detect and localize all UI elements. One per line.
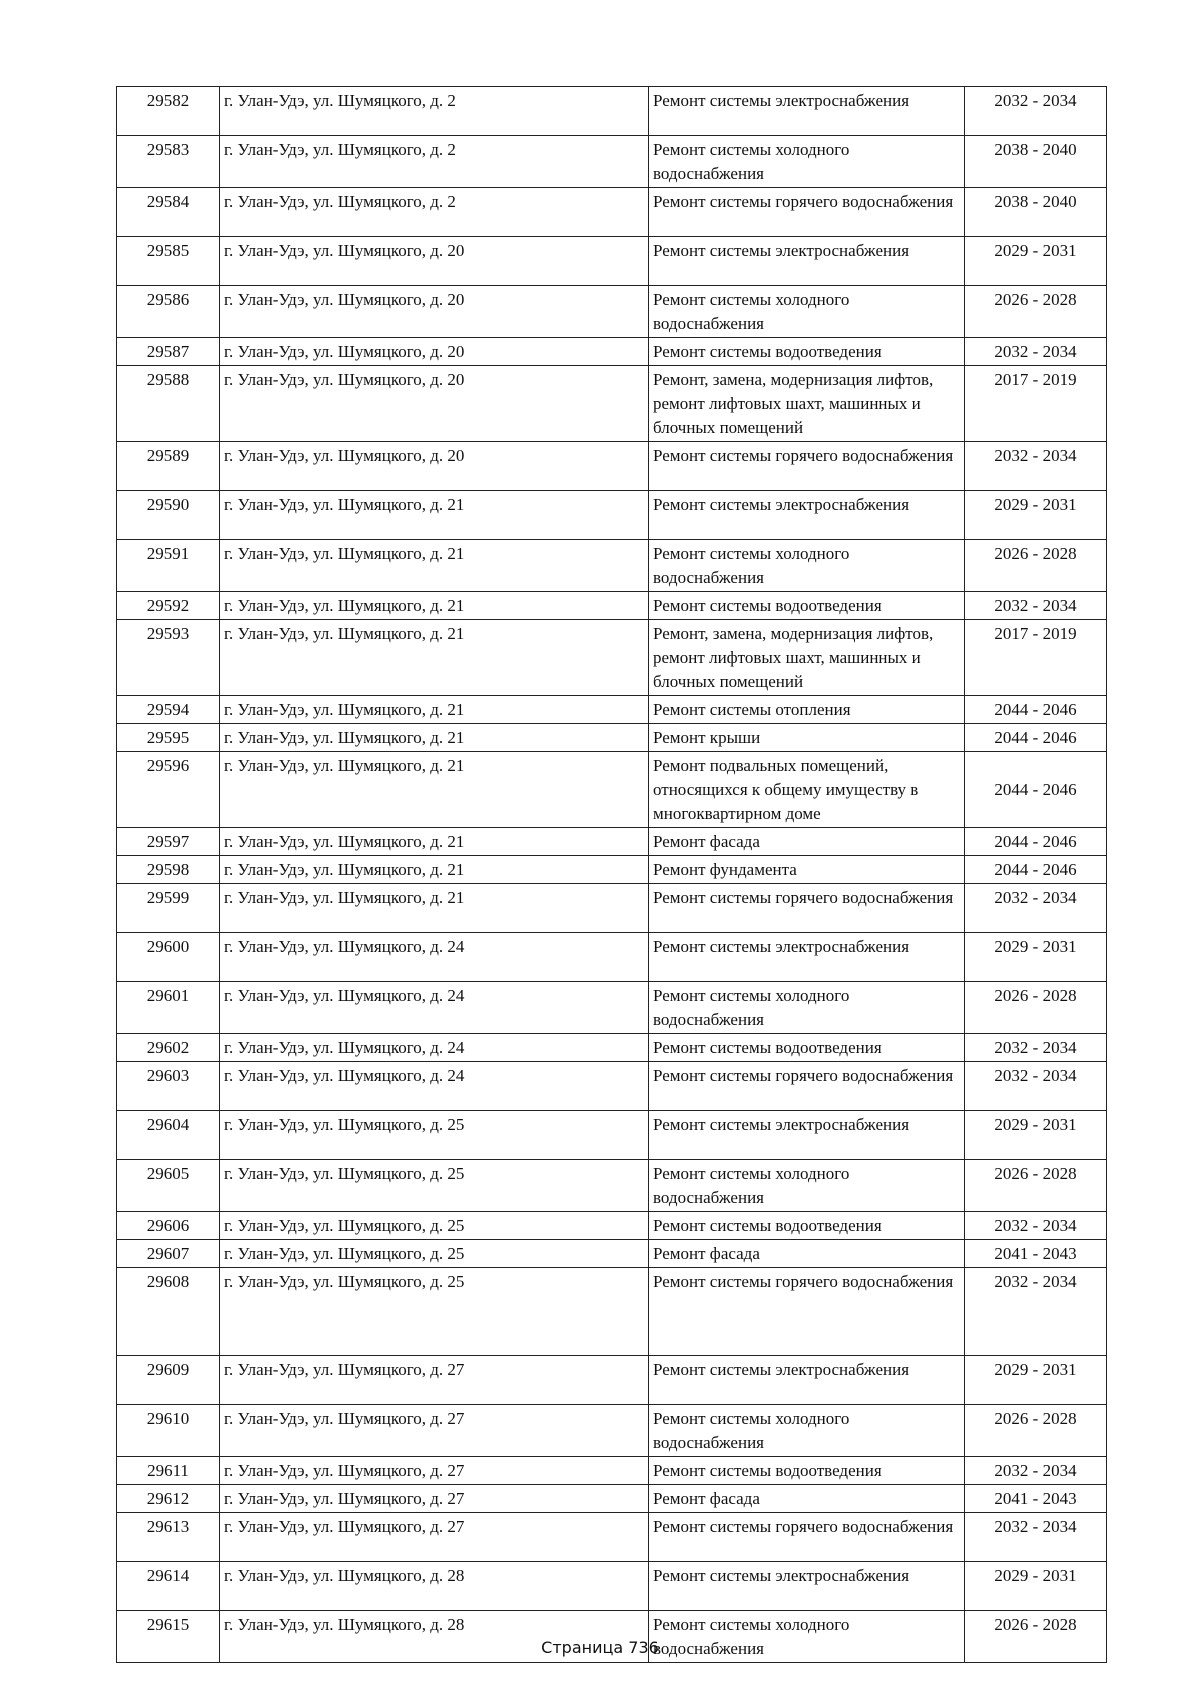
record-number: 29605 xyxy=(117,1160,220,1212)
work-type-cell: Ремонт фундамента xyxy=(649,856,965,884)
address-cell: г. Улан-Удэ, ул. Шумяцкого, д. 20 xyxy=(220,442,649,491)
address-cell: г. Улан-Удэ, ул. Шумяцкого, д. 24 xyxy=(220,982,649,1034)
table-row xyxy=(117,286,1107,338)
work-type-cell: Ремонт системы холодного водоснабжения xyxy=(649,1611,965,1663)
address-cell: г. Улан-Удэ, ул. Шумяцкого, д. 24 xyxy=(220,1062,649,1111)
record-number: 29588 xyxy=(117,366,220,442)
address-cell: г. Улан-Удэ, ул. Шумяцкого, д. 25 xyxy=(220,1160,649,1212)
record-number: 29600 xyxy=(117,933,220,982)
period-cell: 2029 - 2031 xyxy=(965,491,1107,540)
record-number: 29595 xyxy=(117,724,220,752)
address-cell: г. Улан-Удэ, ул. Шумяцкого, д. 20 xyxy=(220,338,649,366)
table-row xyxy=(117,1562,1107,1611)
period-cell: 2032 - 2034 xyxy=(965,1513,1107,1562)
work-type-cell: Ремонт, замена, модернизация лифтов, ремонт лифтовых шахт, машинных и блочных помещений xyxy=(649,366,965,442)
work-type-cell: Ремонт системы электроснабжения xyxy=(649,237,965,286)
work-type-cell: Ремонт системы электроснабжения xyxy=(649,1562,965,1611)
address-cell: г. Улан-Удэ, ул. Шумяцкого, д. 28 xyxy=(220,1562,649,1611)
period-cell: 2026 - 2028 xyxy=(965,540,1107,592)
work-type-cell: Ремонт системы холодного водоснабжения xyxy=(649,136,965,188)
address-cell: г. Улан-Удэ, ул. Шумяцкого, д. 21 xyxy=(220,592,649,620)
table-row xyxy=(117,188,1107,237)
table-row xyxy=(117,1485,1107,1513)
period-cell: 2032 - 2034 xyxy=(965,1034,1107,1062)
work-type-cell: Ремонт системы электроснабжения xyxy=(649,87,965,136)
address-cell: г. Улан-Удэ, ул. Шумяцкого, д. 20 xyxy=(220,286,649,338)
period-cell: 2032 - 2034 xyxy=(965,884,1107,933)
address-cell: г. Улан-Удэ, ул. Шумяцкого, д. 21 xyxy=(220,491,649,540)
work-type-cell: Ремонт системы водоотведения xyxy=(649,1034,965,1062)
work-type-cell: Ремонт системы холодного водоснабжения xyxy=(649,982,965,1034)
record-number: 29608 xyxy=(117,1268,220,1356)
table-row xyxy=(117,696,1107,724)
record-number: 29607 xyxy=(117,1240,220,1268)
address-cell: г. Улан-Удэ, ул. Шумяцкого, д. 28 xyxy=(220,1611,649,1663)
record-number: 29596 xyxy=(117,752,220,828)
record-number: 29598 xyxy=(117,856,220,884)
period-cell: 2044 - 2046 xyxy=(965,856,1107,884)
record-number: 29606 xyxy=(117,1212,220,1240)
work-type-cell: Ремонт системы холодного водоснабжения xyxy=(649,540,965,592)
address-cell: г. Улан-Удэ, ул. Шумяцкого, д. 20 xyxy=(220,366,649,442)
table-row xyxy=(117,540,1107,592)
work-type-cell: Ремонт фасада xyxy=(649,828,965,856)
record-number: 29609 xyxy=(117,1356,220,1405)
address-cell: г. Улан-Удэ, ул. Шумяцкого, д. 20 xyxy=(220,237,649,286)
table-row xyxy=(117,828,1107,856)
period-cell: 2029 - 2031 xyxy=(965,933,1107,982)
work-type-cell: Ремонт системы горячего водоснабжения xyxy=(649,1268,965,1356)
period-cell: 2038 - 2040 xyxy=(965,188,1107,237)
period-cell: 2032 - 2034 xyxy=(965,1062,1107,1111)
record-number: 29601 xyxy=(117,982,220,1034)
record-number: 29582 xyxy=(117,87,220,136)
record-number: 29592 xyxy=(117,592,220,620)
address-cell: г. Улан-Удэ, ул. Шумяцкого, д. 2 xyxy=(220,136,649,188)
address-cell: г. Улан-Удэ, ул. Шумяцкого, д. 24 xyxy=(220,1034,649,1062)
record-number: 29599 xyxy=(117,884,220,933)
table-row xyxy=(117,752,1107,828)
period-cell: 2026 - 2028 xyxy=(965,286,1107,338)
address-cell: г. Улан-Удэ, ул. Шумяцкого, д. 25 xyxy=(220,1212,649,1240)
work-type-cell: Ремонт системы электроснабжения xyxy=(649,1356,965,1405)
table-row xyxy=(117,592,1107,620)
period-cell: 2026 - 2028 xyxy=(965,982,1107,1034)
period-cell: 2029 - 2031 xyxy=(965,1562,1107,1611)
period-cell: 2044 - 2046 xyxy=(965,724,1107,752)
record-number: 29586 xyxy=(117,286,220,338)
address-cell: г. Улан-Удэ, ул. Шумяцкого, д. 2 xyxy=(220,188,649,237)
address-cell: г. Улан-Удэ, ул. Шумяцкого, д. 2 xyxy=(220,87,649,136)
record-number: 29594 xyxy=(117,696,220,724)
address-cell: г. Улан-Удэ, ул. Шумяцкого, д. 21 xyxy=(220,856,649,884)
address-cell: г. Улан-Удэ, ул. Шумяцкого, д. 27 xyxy=(220,1485,649,1513)
table-row xyxy=(117,237,1107,286)
address-cell: г. Улан-Удэ, ул. Шумяцкого, д. 27 xyxy=(220,1513,649,1562)
table-row xyxy=(117,1062,1107,1111)
table-body xyxy=(117,87,1107,1663)
record-number: 29583 xyxy=(117,136,220,188)
period-cell: 2032 - 2034 xyxy=(965,87,1107,136)
work-type-cell: Ремонт системы водоотведения xyxy=(649,1457,965,1485)
record-number: 29584 xyxy=(117,188,220,237)
record-number: 29597 xyxy=(117,828,220,856)
address-cell: г. Улан-Удэ, ул. Шумяцкого, д. 21 xyxy=(220,540,649,592)
period-cell: 2032 - 2034 xyxy=(965,1212,1107,1240)
work-type-cell: Ремонт системы водоотведения xyxy=(649,338,965,366)
address-cell: г. Улан-Удэ, ул. Шумяцкого, д. 24 xyxy=(220,933,649,982)
address-cell: г. Улан-Удэ, ул. Шумяцкого, д. 21 xyxy=(220,724,649,752)
table-row xyxy=(117,982,1107,1034)
table-row xyxy=(117,884,1107,933)
record-number: 29591 xyxy=(117,540,220,592)
table-row xyxy=(117,1356,1107,1405)
work-type-cell: Ремонт системы водоотведения xyxy=(649,592,965,620)
record-number: 29603 xyxy=(117,1062,220,1111)
period-cell: 2041 - 2043 xyxy=(965,1485,1107,1513)
table-row xyxy=(117,1111,1107,1160)
table-row xyxy=(117,1513,1107,1562)
table-row xyxy=(117,1212,1107,1240)
period-cell: 2029 - 2031 xyxy=(965,237,1107,286)
period-cell: 2017 - 2019 xyxy=(965,366,1107,442)
period-cell: 2038 - 2040 xyxy=(965,136,1107,188)
record-number: 29604 xyxy=(117,1111,220,1160)
record-number: 29615 xyxy=(117,1611,220,1663)
record-number: 29611 xyxy=(117,1457,220,1485)
record-number: 29602 xyxy=(117,1034,220,1062)
table-row xyxy=(117,1034,1107,1062)
address-cell: г. Улан-Удэ, ул. Шумяцкого, д. 27 xyxy=(220,1457,649,1485)
period-cell: 2032 - 2034 xyxy=(965,1457,1107,1485)
work-type-cell: Ремонт системы холодного водоснабжения xyxy=(649,1160,965,1212)
work-type-cell: Ремонт системы горячего водоснабжения xyxy=(649,884,965,933)
table-row xyxy=(117,856,1107,884)
address-cell: г. Улан-Удэ, ул. Шумяцкого, д. 21 xyxy=(220,884,649,933)
work-type-cell: Ремонт фасада xyxy=(649,1240,965,1268)
table-row xyxy=(117,442,1107,491)
table-row xyxy=(117,1240,1107,1268)
address-cell: г. Улан-Удэ, ул. Шумяцкого, д. 21 xyxy=(220,828,649,856)
work-type-cell: Ремонт подвальных помещений, относящихся к общему имуществу в многоквартирном доме xyxy=(649,752,965,828)
record-number: 29585 xyxy=(117,237,220,286)
table-row xyxy=(117,933,1107,982)
address-cell: г. Улан-Удэ, ул. Шумяцкого, д. 25 xyxy=(220,1240,649,1268)
table-row xyxy=(117,1268,1107,1356)
table-row xyxy=(117,620,1107,696)
period-cell: 2032 - 2034 xyxy=(965,338,1107,366)
record-number: 29593 xyxy=(117,620,220,696)
period-cell: 2026 - 2028 xyxy=(965,1405,1107,1457)
period-cell: 2032 - 2034 xyxy=(965,442,1107,491)
period-cell: 2044 - 2046 xyxy=(965,696,1107,724)
table-row xyxy=(117,136,1107,188)
record-number: 29590 xyxy=(117,491,220,540)
table-row xyxy=(117,491,1107,540)
address-cell: г. Улан-Удэ, ул. Шумяцкого, д. 21 xyxy=(220,752,649,828)
period-cell: 2032 - 2034 xyxy=(965,1268,1107,1356)
work-type-cell: Ремонт фасада xyxy=(649,1485,965,1513)
address-cell: г. Улан-Удэ, ул. Шумяцкого, д. 21 xyxy=(220,620,649,696)
address-cell: г. Улан-Удэ, ул. Шумяцкого, д. 21 xyxy=(220,696,649,724)
address-cell: г. Улан-Удэ, ул. Шумяцкого, д. 25 xyxy=(220,1268,649,1356)
work-type-cell: Ремонт системы холодного водоснабжения xyxy=(649,286,965,338)
work-type-cell: Ремонт системы горячего водоснабжения xyxy=(649,1513,965,1562)
work-type-cell: Ремонт системы холодного водоснабжения xyxy=(649,1405,965,1457)
work-type-cell: Ремонт системы отопления xyxy=(649,696,965,724)
table-row xyxy=(117,1160,1107,1212)
work-type-cell: Ремонт системы горячего водоснабжения xyxy=(649,442,965,491)
period-cell: 2026 - 2028 xyxy=(965,1160,1107,1212)
work-type-cell: Ремонт системы электроснабжения xyxy=(649,1111,965,1160)
table-row xyxy=(117,366,1107,442)
work-type-cell: Ремонт системы горячего водоснабжения xyxy=(649,1062,965,1111)
record-number: 29589 xyxy=(117,442,220,491)
work-type-cell: Ремонт системы водоотведения xyxy=(649,1212,965,1240)
period-cell: 2044 - 2046 xyxy=(965,752,1107,828)
work-type-cell: Ремонт крыши xyxy=(649,724,965,752)
record-number: 29610 xyxy=(117,1405,220,1457)
record-number: 29614 xyxy=(117,1562,220,1611)
period-cell: 2029 - 2031 xyxy=(965,1111,1107,1160)
repair-schedule-table xyxy=(116,86,1107,1663)
table-row xyxy=(117,1405,1107,1457)
table-row xyxy=(117,1457,1107,1485)
period-cell: 2044 - 2046 xyxy=(965,828,1107,856)
table-row xyxy=(117,338,1107,366)
record-number: 29612 xyxy=(117,1485,220,1513)
record-number: 29613 xyxy=(117,1513,220,1562)
period-cell: 2041 - 2043 xyxy=(965,1240,1107,1268)
page-number: Страница 736 xyxy=(541,1638,659,1657)
record-number: 29587 xyxy=(117,338,220,366)
address-cell: г. Улан-Удэ, ул. Шумяцкого, д. 25 xyxy=(220,1111,649,1160)
table-row xyxy=(117,87,1107,136)
table-row xyxy=(117,724,1107,752)
period-cell: 2017 - 2019 xyxy=(965,620,1107,696)
work-type-cell: Ремонт системы горячего водоснабжения xyxy=(649,188,965,237)
work-type-cell: Ремонт системы электроснабжения xyxy=(649,491,965,540)
work-type-cell: Ремонт системы электроснабжения xyxy=(649,933,965,982)
period-cell: 2026 - 2028 xyxy=(965,1611,1107,1663)
address-cell: г. Улан-Удэ, ул. Шумяцкого, д. 27 xyxy=(220,1356,649,1405)
period-cell: 2032 - 2034 xyxy=(965,592,1107,620)
address-cell: г. Улан-Удэ, ул. Шумяцкого, д. 27 xyxy=(220,1405,649,1457)
period-cell: 2029 - 2031 xyxy=(965,1356,1107,1405)
work-type-cell: Ремонт, замена, модернизация лифтов, ремонт лифтовых шахт, машинных и блочных помещений xyxy=(649,620,965,696)
